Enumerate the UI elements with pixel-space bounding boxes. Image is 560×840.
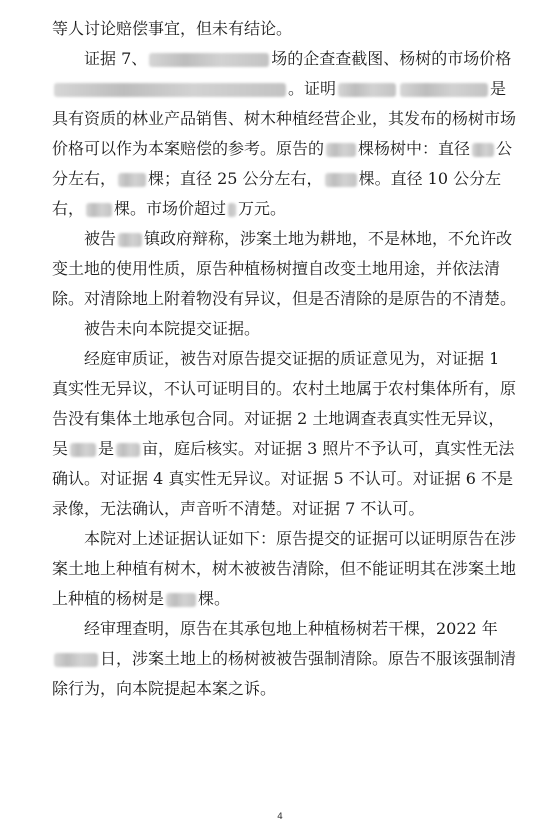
redacted-text xyxy=(118,233,142,247)
page-number: 4 xyxy=(277,812,283,822)
paragraph xyxy=(52,224,518,314)
redacted-text xyxy=(338,83,396,97)
paragraph-text: 被告 xyxy=(84,229,117,248)
redacted-text xyxy=(326,143,356,157)
paragraph-text: 棵；直径 25 公分左右， xyxy=(148,169,323,188)
paragraph-text: 场的企查查截图、杨树的市场价格 xyxy=(271,49,512,68)
redacted-text xyxy=(228,203,236,217)
paragraph-text: 等人讨论赔偿事宜，但未有结论。 xyxy=(52,19,293,38)
redacted-text xyxy=(400,83,488,97)
paragraph-text: 棵杨树中：直径 xyxy=(358,139,471,158)
paragraph xyxy=(52,314,518,344)
paragraph-text: 亩，庭后核实。对证据 3 照片不予认可，真实性无法确认。对证据 4 真实性无异议。对证据 5 不认可。对证据 6 不是录像，无法确认，声音听不清楚。对证据 7 不认可。 xyxy=(52,439,515,518)
paragraph xyxy=(52,614,518,704)
paragraph-text: 棵。直径 10 公分左右， xyxy=(52,169,502,218)
paragraph-text: 证据 7、 xyxy=(84,49,148,68)
redacted-text xyxy=(149,53,269,67)
redacted-text xyxy=(54,83,286,97)
paragraph-text: 棵。市场价超过 xyxy=(114,199,227,218)
redacted-text xyxy=(86,203,112,217)
paragraph xyxy=(52,524,518,614)
paragraph-text: 镇政府辩称，涉案土地为耕地，不是林地，不允许改变土地的使用性质，原告种植杨树擅自改变土地用途，并依法清除。对清除地上附着物没有异议，但是否清除的是原告的不清楚。 xyxy=(52,229,517,308)
paragraph-text: 。证明 xyxy=(288,79,337,98)
paragraph-text: 被告未向本院提交证据。 xyxy=(84,319,261,338)
redacted-text xyxy=(54,653,98,667)
redacted-text xyxy=(472,143,494,157)
paragraph-text: 是具有资质的林业产品销售、树木种植经营企业，其发布的杨树市场价格可以作为本案赔偿的参考。原告的 xyxy=(52,79,517,158)
paragraph xyxy=(52,14,518,44)
redacted-text xyxy=(116,443,140,457)
paragraph xyxy=(52,344,518,524)
paragraph-text: 公分左右， xyxy=(52,139,513,188)
paragraph-text: 日，涉案土地上的杨树被被告强制清除。原告不服该强制清除行为，向本院提起本案之诉。 xyxy=(52,649,517,698)
paragraph-text: 经庭审质证，被告对原告提交证据的质证意见为，对证据 1 真实性无异议，不认可证明目的。农村土地属于农村集体所有，原告没有集体土地承包合同。对证据 2 土地调查表真实性无异议，吴 xyxy=(52,349,517,458)
redacted-text xyxy=(70,443,96,457)
paragraph-text: 棵。 xyxy=(198,589,231,608)
paragraph-text: 万元。 xyxy=(238,199,287,218)
redacted-text xyxy=(166,593,196,607)
document-body xyxy=(52,14,518,704)
redacted-text xyxy=(118,173,146,187)
paragraph-text: 本院对上述证据认证如下：原告提交的证据可以证明原告在涉案土地上种植有树木，树木被被告清除，但不能证明其在涉案土地上种植的杨树是 xyxy=(52,529,517,608)
redacted-text xyxy=(325,173,357,187)
paragraph-text: 是 xyxy=(98,439,115,458)
paragraph-text: 经审理查明，原告在其承包地上种植杨树若干棵，2022 年 xyxy=(84,619,498,638)
paragraph xyxy=(52,44,518,224)
